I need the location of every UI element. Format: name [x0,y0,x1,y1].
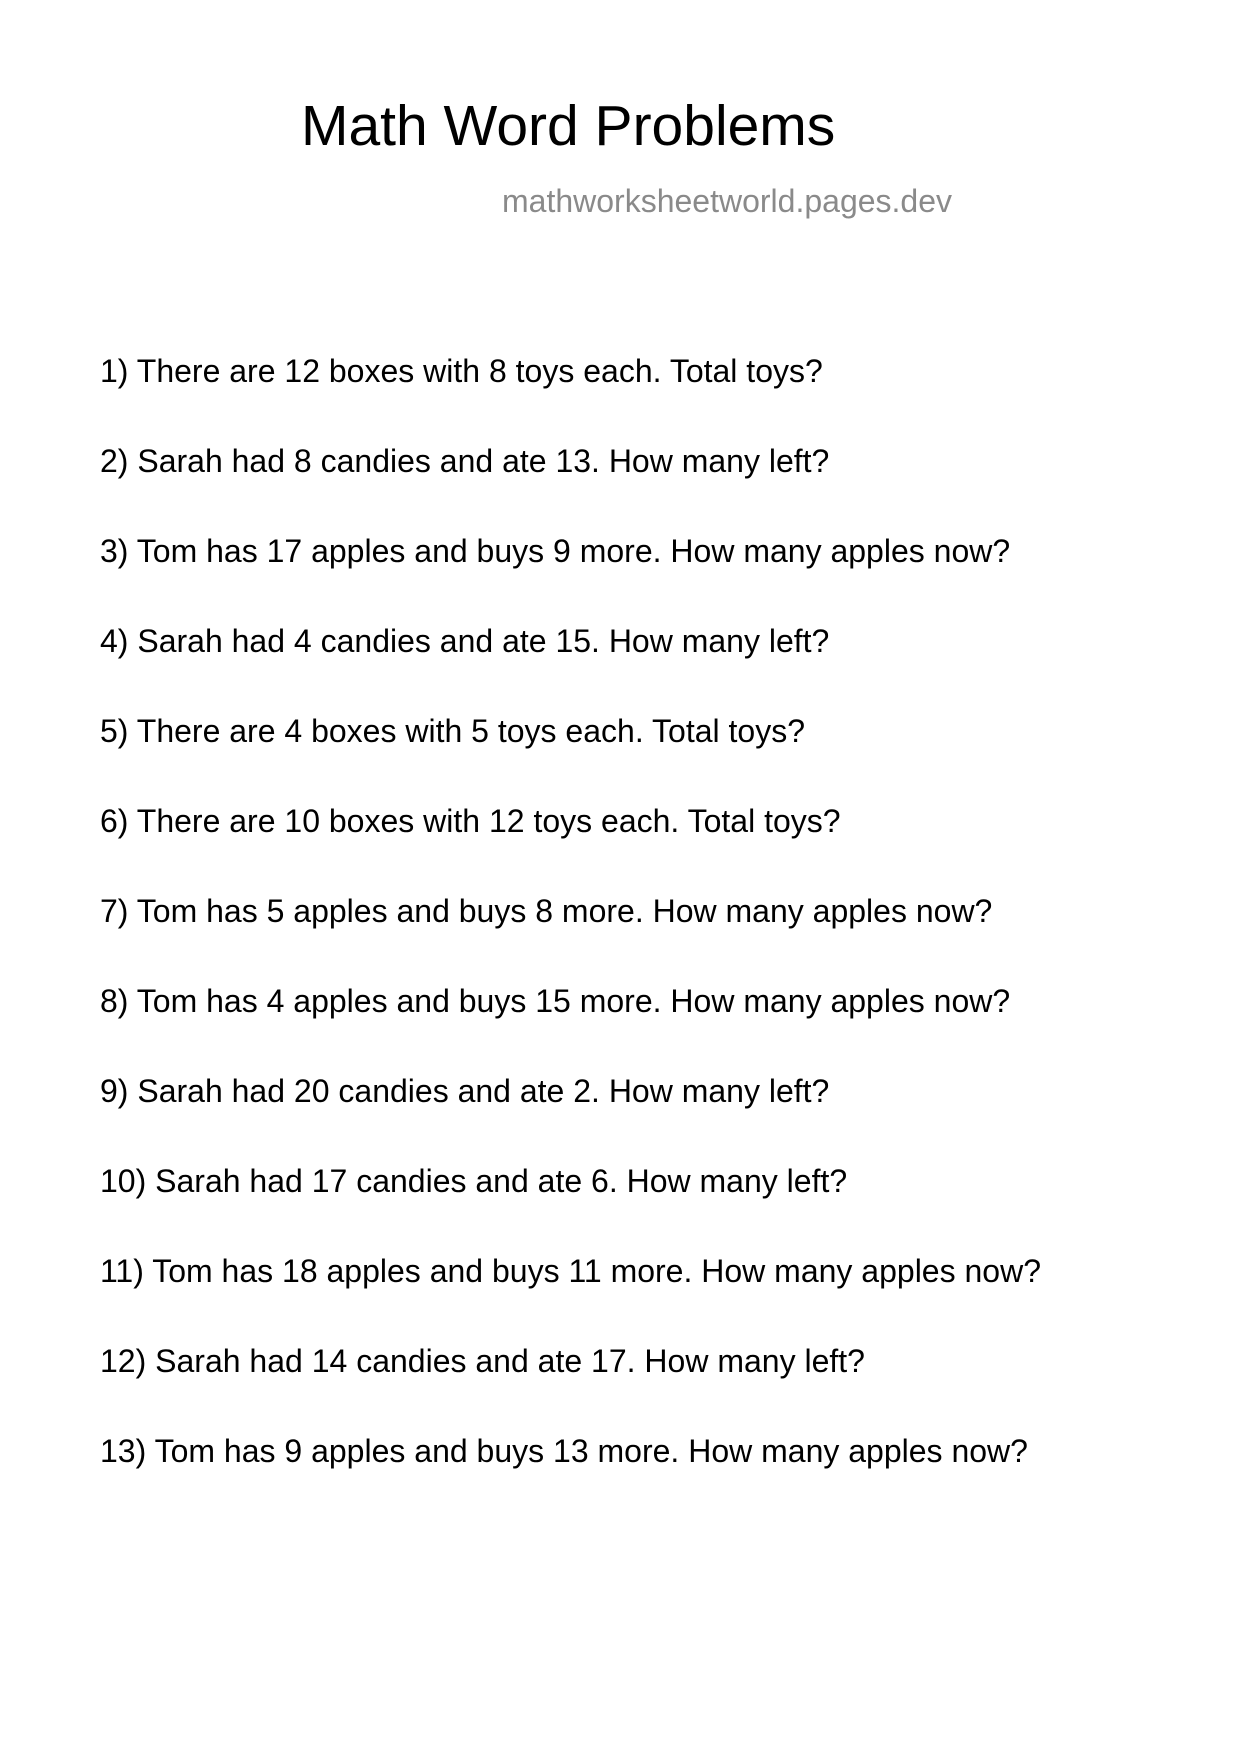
problem-2: 2) Sarah had 8 candies and ate 13. How many left? [100,443,830,479]
site-url: mathworksheetworld.pages.dev [502,183,953,219]
page-title: Math Word Problems [301,94,836,158]
problem-1: 1) There are 12 boxes with 8 toys each. Total toys? [100,353,823,389]
problem-4: 4) Sarah had 4 candies and ate 15. How many left? [100,623,830,659]
problem-list [100,353,1041,1523]
problem-12: 12) Sarah had 14 candies and ate 17. How many left? [100,1343,865,1379]
problem-5: 5) There are 4 boxes with 5 toys each. Total toys? [100,713,805,749]
problem-3: 3) Tom has 17 apples and buys 9 more. How many apples now? [100,533,1011,569]
problem-8: 8) Tom has 4 apples and buys 15 more. How many apples now? [100,983,1011,1019]
problem-6: 6) There are 10 boxes with 12 toys each. Total toys? [100,803,841,839]
problem-13: 13) Tom has 9 apples and buys 13 more. How many apples now? [100,1433,1028,1469]
problem-9: 9) Sarah had 20 candies and ate 2. How many left? [100,1073,830,1109]
problem-7: 7) Tom has 5 apples and buys 8 more. How many apples now? [100,893,993,929]
problem-11: 11) Tom has 18 apples and buys 11 more. How many apples now? [100,1253,1041,1289]
problem-10: 10) Sarah had 17 candies and ate 6. How many left? [100,1163,848,1199]
